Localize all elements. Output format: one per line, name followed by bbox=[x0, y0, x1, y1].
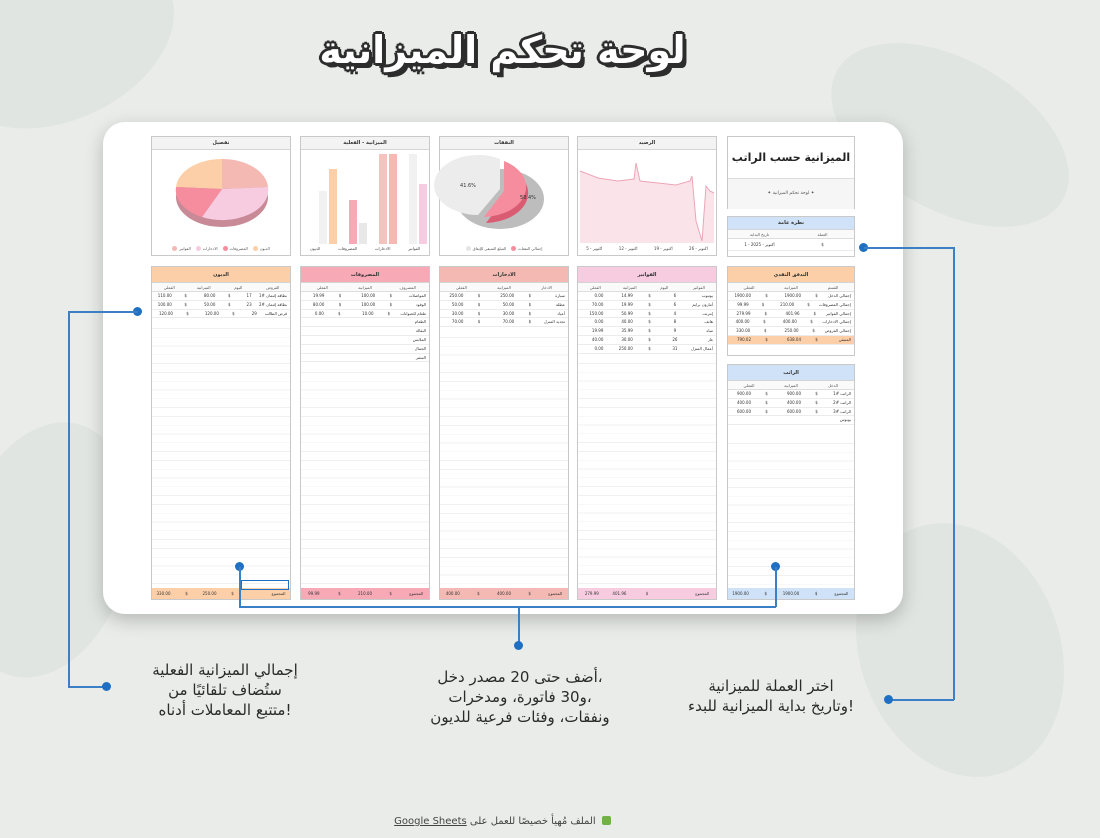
empty-rows bbox=[728, 435, 854, 588]
pie-slice-debts bbox=[176, 159, 222, 189]
chart-title: تفصيل bbox=[152, 137, 290, 150]
bar-label: المصروفات bbox=[337, 246, 358, 251]
legend-item: الديون bbox=[253, 246, 270, 251]
debts-total-row: المجموع $ 250.00 $ 330.00 bbox=[152, 588, 290, 599]
table-row[interactable]: بونوس bbox=[728, 416, 854, 425]
bar-bills-budget bbox=[409, 154, 417, 244]
table-row[interactable]: أمازون برايم 6 $ 19.99 70.00 bbox=[578, 301, 716, 310]
bar-bills-actual bbox=[419, 184, 427, 244]
table-row[interactable]: إنترنت 4 $ 50.99 150.00 bbox=[578, 310, 716, 319]
table-row[interactable]: بطاقة إئتمان #1 17 $ 80.00 $ 110.00 bbox=[152, 292, 290, 301]
overview-columns bbox=[728, 230, 854, 239]
google-sheets-label: Google Sheets bbox=[394, 816, 467, 827]
breakdown-legend bbox=[152, 246, 290, 251]
cashflow-table bbox=[727, 266, 855, 356]
bar-debts-budget bbox=[319, 191, 327, 244]
bills-total-row: المجموع $ 401.96 279.99 bbox=[578, 588, 716, 599]
bar-savings-actual bbox=[389, 154, 397, 244]
callout-line bbox=[239, 606, 776, 608]
savings-columns: الادخار الميزانية الفعلي bbox=[440, 283, 568, 292]
legend-item: المبلغ المتبقي للإنفاق bbox=[466, 246, 507, 251]
pie-slice-bills bbox=[222, 159, 268, 189]
cashflow-title: التدفق النقدي bbox=[728, 267, 854, 283]
debts-columns: القروض اليوم الميزانية الفعلي bbox=[152, 283, 290, 292]
chart-title: الميزانية - الفعلية bbox=[301, 137, 429, 150]
page-title: لوحة تحكم الميزانية bbox=[319, 28, 686, 72]
callout-line bbox=[953, 247, 955, 700]
legend-item: الفواتير bbox=[172, 246, 190, 251]
expenses-legend bbox=[440, 246, 568, 251]
table-row[interactable]: السفر bbox=[301, 354, 429, 363]
bar-spending-actual bbox=[359, 223, 367, 244]
table-row[interactable]: قرض الطالب 29 $ 120.00 $ 120.00 bbox=[152, 310, 290, 319]
spending-title: المصروفات bbox=[301, 267, 429, 283]
balance-x-labels bbox=[578, 246, 716, 251]
table-row[interactable]: غاز 26 $ 30.00 40.00 bbox=[578, 336, 716, 345]
table-row[interactable]: أعياد $ 30.00 $ 30.00 bbox=[440, 310, 568, 319]
table-row[interactable]: الجمال bbox=[301, 345, 429, 354]
col-currency: العملة bbox=[817, 232, 828, 237]
callout-actual-budget: إجمالي الميزانية الفعلية ستُضاف تلقائيًا من متتبع المعاملات أدناه! bbox=[152, 661, 298, 719]
callout-line bbox=[68, 311, 70, 687]
callout-line bbox=[518, 606, 520, 646]
bar-label: الادخارات bbox=[374, 246, 391, 251]
table-row[interactable]: الوقود $ 100.00 $ 80.00 bbox=[301, 301, 429, 310]
overview-title: نظرة عامة bbox=[728, 217, 854, 230]
start-date-field[interactable]: 1 - أكتوبر - 2025 bbox=[744, 242, 775, 247]
table-row[interactable]: سيارة $ 250.00 $ 250.00 bbox=[440, 292, 568, 301]
bar-debts-actual bbox=[329, 169, 337, 244]
table-row[interactable]: طعام للحيوانات $ 10.00 $ 0.00 bbox=[301, 310, 429, 319]
empty-rows bbox=[440, 329, 568, 588]
table-row[interactable]: مياه 9 $ 35.99 19.99 bbox=[578, 327, 716, 336]
spending-total-row: المجموع $ 210.00 $ 99.99 bbox=[301, 588, 429, 599]
budget-actual-bars bbox=[301, 151, 429, 251]
chart-title: النفقات bbox=[440, 137, 568, 150]
cashflow-columns: القسم الميزانية الفعلي bbox=[728, 283, 854, 292]
table-row[interactable]: عطلة $ 50.00 $ 50.00 bbox=[440, 301, 568, 310]
table-row: إجمالي الفواتير $ 401.96 $ 279.99 bbox=[728, 310, 854, 319]
expenses-pie bbox=[440, 151, 568, 251]
table-row[interactable]: بطاقة إئتمان #2 23 $ 50.00 $ 100.00 bbox=[152, 301, 290, 310]
breakdown-chart bbox=[151, 136, 291, 256]
savings-total-row: المجموع $ 400.00 $ 400.00 bbox=[440, 588, 568, 599]
bills-table bbox=[577, 266, 717, 600]
bar-label: الديون bbox=[309, 246, 321, 251]
footer-note bbox=[0, 816, 1005, 827]
overview-box bbox=[727, 216, 855, 257]
callout-dot bbox=[884, 695, 893, 704]
expenses-chart bbox=[439, 136, 569, 256]
savings-title: الادخارات bbox=[440, 267, 568, 283]
bills-columns: الفواتير اليوم الميزانية الفعلي bbox=[578, 283, 716, 292]
debts-total-highlight bbox=[241, 580, 289, 590]
puzzle-icon bbox=[602, 816, 611, 825]
footer-text: الملف مُهيأ خصيصًا للعمل على bbox=[469, 816, 596, 827]
salary-total-row: المجموع $ 1900.00 $ 1900.00 bbox=[728, 588, 854, 599]
overview-row bbox=[728, 239, 854, 251]
x-label: أكتوبر - 5 bbox=[586, 246, 603, 251]
spending-columns: المصروف الميزانية الفعلي bbox=[301, 283, 429, 292]
table-row: إجمالي الدخل $ 1900.00 $ 1900.00 bbox=[728, 292, 854, 301]
table-row: إجمالي المصروفات $ 210.00 $ 99.99 bbox=[728, 301, 854, 310]
table-row: إجمالي الادخارات $ 400.00 $ 400.00 bbox=[728, 318, 854, 327]
bills-title: الفواتير bbox=[578, 267, 716, 283]
table-row[interactable]: هاتف 8 $ 40.00 0.00 bbox=[578, 318, 716, 327]
budget-actual-chart bbox=[300, 136, 430, 256]
table-row[interactable]: البقالة bbox=[301, 327, 429, 336]
x-label: أكتوبر - 26 bbox=[689, 246, 708, 251]
callout-add-sources: أضف حتى 20 مصدر دخل، و30 فاتورة، ومدخرات، ونفقات، وفئات فرعية للديون bbox=[430, 668, 610, 726]
col-start-date: تاريخ البداية bbox=[749, 232, 770, 237]
legend-item: إجمالي النفقات bbox=[511, 246, 542, 251]
legend-item: المصروفات bbox=[223, 246, 248, 251]
balance-line-chart bbox=[578, 151, 716, 256]
chart-title: الرصيد bbox=[578, 137, 716, 150]
table-row[interactable]: الراتب #3 $ 600.00 $ 600.00 bbox=[728, 408, 854, 417]
table-row[interactable]: تجديد المنزل $ 70.00 $ 70.00 bbox=[440, 318, 568, 327]
empty-rows bbox=[152, 320, 290, 588]
bar-savings-budget bbox=[379, 154, 387, 244]
bar-spending-budget bbox=[349, 200, 357, 244]
table-row[interactable]: الملابس bbox=[301, 336, 429, 345]
savings-table bbox=[439, 266, 569, 600]
currency-select[interactable]: $ bbox=[821, 242, 824, 247]
legend-item: الادخارات bbox=[196, 246, 218, 251]
salary-title: الراتب bbox=[728, 365, 854, 381]
table-row[interactable]: الراتب #1 $ 900.00 $ 900.00 bbox=[728, 390, 854, 399]
brand-subtitle: ✦ لوحة تحكم الميزانية ✦ bbox=[728, 179, 854, 209]
empty-rows bbox=[578, 355, 716, 588]
breakdown-pie bbox=[152, 151, 290, 251]
balance-chart bbox=[577, 136, 717, 256]
debts-title: الديون bbox=[152, 267, 290, 283]
callout-dot bbox=[514, 641, 523, 650]
brand-title: الميزانية حسب الراتب bbox=[728, 137, 854, 179]
pie-label-remaining: 41.6% bbox=[460, 183, 476, 189]
table-row[interactable]: الراتب #2 $ 400.00 $ 400.00 bbox=[728, 399, 854, 408]
debts-table bbox=[151, 266, 291, 600]
table-row[interactable]: الطعام bbox=[301, 318, 429, 327]
spreadsheet bbox=[149, 136, 859, 614]
table-row[interactable]: أعمال المنزل 31 $ 250.00 0.00 bbox=[578, 345, 716, 354]
salary-columns: الدخل الميزانية الفعلي bbox=[728, 381, 854, 390]
callout-dot bbox=[102, 682, 111, 691]
table-row[interactable]: المواصلات $ 100.00 $ 19.99 bbox=[301, 292, 429, 301]
salary-table bbox=[727, 364, 855, 600]
callout-line bbox=[775, 567, 777, 607]
callout-line bbox=[864, 247, 954, 249]
callout-currency: اختر العملة للميزانية وتاريخ بداية الميزانية للبدء! bbox=[688, 677, 854, 715]
bar-label: الفواتير bbox=[408, 246, 421, 251]
bar-category-labels bbox=[301, 246, 429, 251]
callout-line bbox=[239, 567, 241, 607]
table-row: إجمالي القروض $ 250.00 $ 330.00 bbox=[728, 327, 854, 336]
spending-table bbox=[300, 266, 430, 600]
pie-label-expenses: 58.4% bbox=[520, 195, 536, 201]
callout-line bbox=[892, 699, 954, 701]
empty-rows bbox=[301, 364, 429, 588]
x-label: أكتوبر - 19 bbox=[653, 246, 673, 251]
table-row[interactable]: يوتيوب 6 $ 14.99 0.00 bbox=[578, 292, 716, 301]
callout-line bbox=[68, 311, 138, 313]
tablet-frame bbox=[103, 122, 903, 614]
cashflow-total-row: المتبقي $ 638.04 $ 790.02 bbox=[728, 336, 854, 345]
x-label: أكتوبر - 12 bbox=[618, 246, 638, 251]
brand-box bbox=[727, 136, 855, 209]
